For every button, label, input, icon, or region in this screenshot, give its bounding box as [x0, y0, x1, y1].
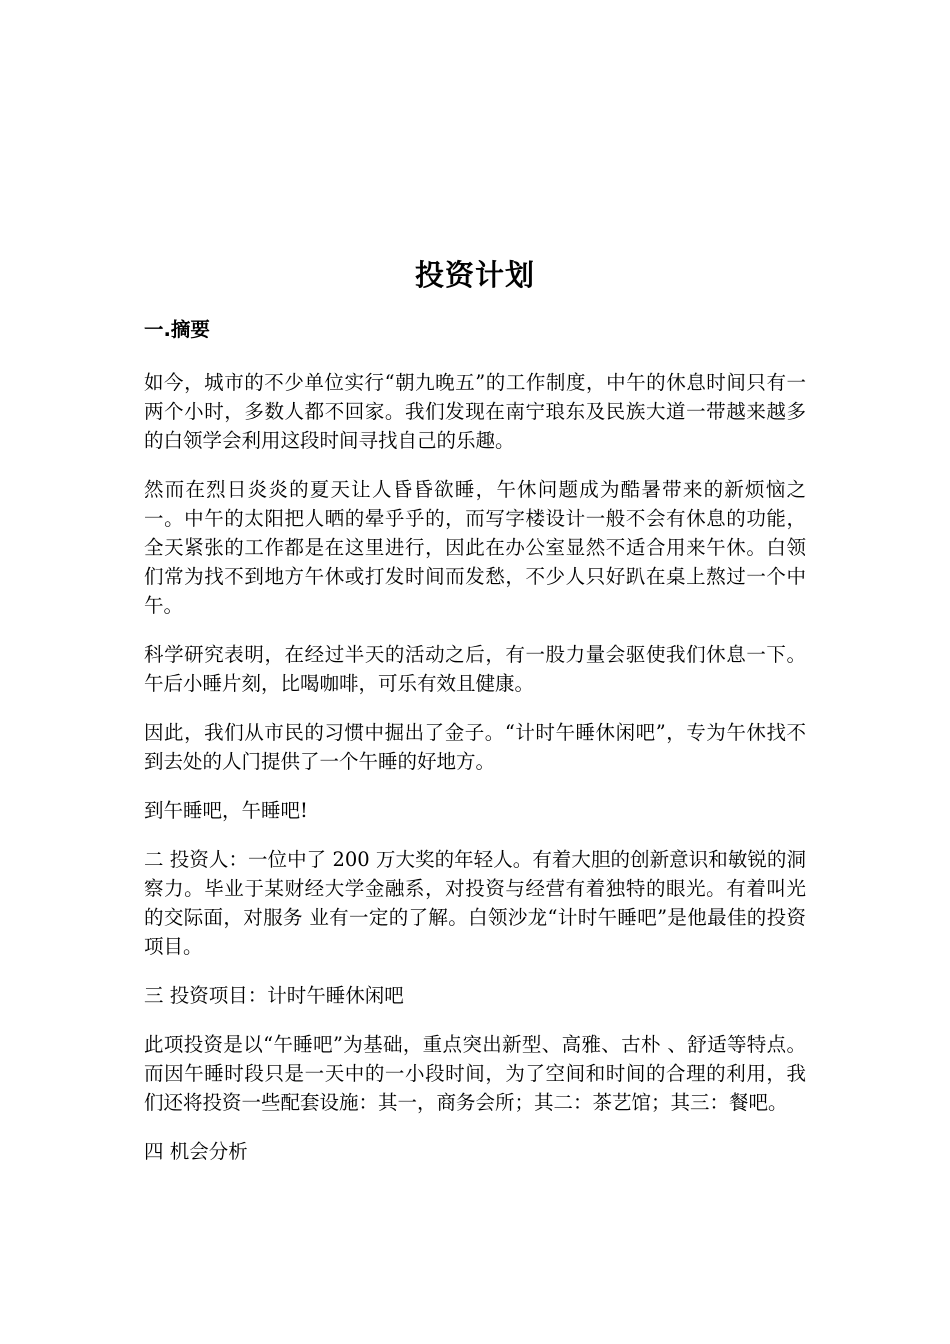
paragraph-project-heading: 三 投资项目：计时午睡休闲吧	[144, 984, 404, 1007]
paragraph-slogan: 到午睡吧，午睡吧!	[144, 799, 308, 822]
paragraph-problem: 然而在烈日炎炎的夏天让人昏昏欲睡，午休问题成为酷暑带来的新烦恼之一。中午的太阳把人晒的晕乎乎的，而写字楼设计一般不会有休息的功能，全天紧张的工作都是在这里进行，因此在办公室显然不适合用来午休。白领们常为找不到地方午休或打发时间而发愁，不少人只好趴在桌上熬过一个中午。	[144, 478, 806, 617]
paragraph-research: 科学研究表明，在经过半天的活动之后，有一股力量会驱使我们休息一下。午后小睡片刻，比喝咖啡，可乐有效且健康。	[144, 643, 806, 695]
paragraph-investor: 二 投资人：一位中了 200 万大奖的年轻人。有着大胆的创新意识和敏锐的洞察力。毕业于某财经大学金融系，对投资与经营有着独特的眼光。有着叫光的交际面，对服务 业有一定的了解。白领沙龙“计时午睡吧”是他最佳的投资项目。	[144, 848, 806, 958]
section-heading-summary: 一.摘要	[144, 318, 210, 341]
document-title: 投资计划	[414, 258, 535, 292]
document-body	[144, 316, 806, 1186]
paragraph-project-detail: 此项投资是以“午睡吧”为基础，重点突出新型、高雅、古朴 、舒适等特点。而因午睡时段只是一天中的一小段时间，为了空间和时间的合理的利用，我们还将投资一些配套设施：其一，商务会所；其二：茶艺馆；其三：餐吧。	[144, 1033, 806, 1114]
paragraph-intro: 如今，城市的不少单位实行“朝九晚五”的工作制度，中午的休息时间只有一两个小时，多数人都不回家。我们发现在南宁琅东及民族大道一带越来越多的白领学会利用这段时间寻找自己的乐趣。	[144, 371, 806, 452]
paragraph-opportunity-heading: 四 机会分析	[144, 1140, 248, 1163]
paragraph-solution: 因此，我们从市民的习惯中掘出了金子。“计时午睡休闲吧”，专为午休找不到去处的人门提供了一个午睡的好地方。	[144, 721, 806, 773]
